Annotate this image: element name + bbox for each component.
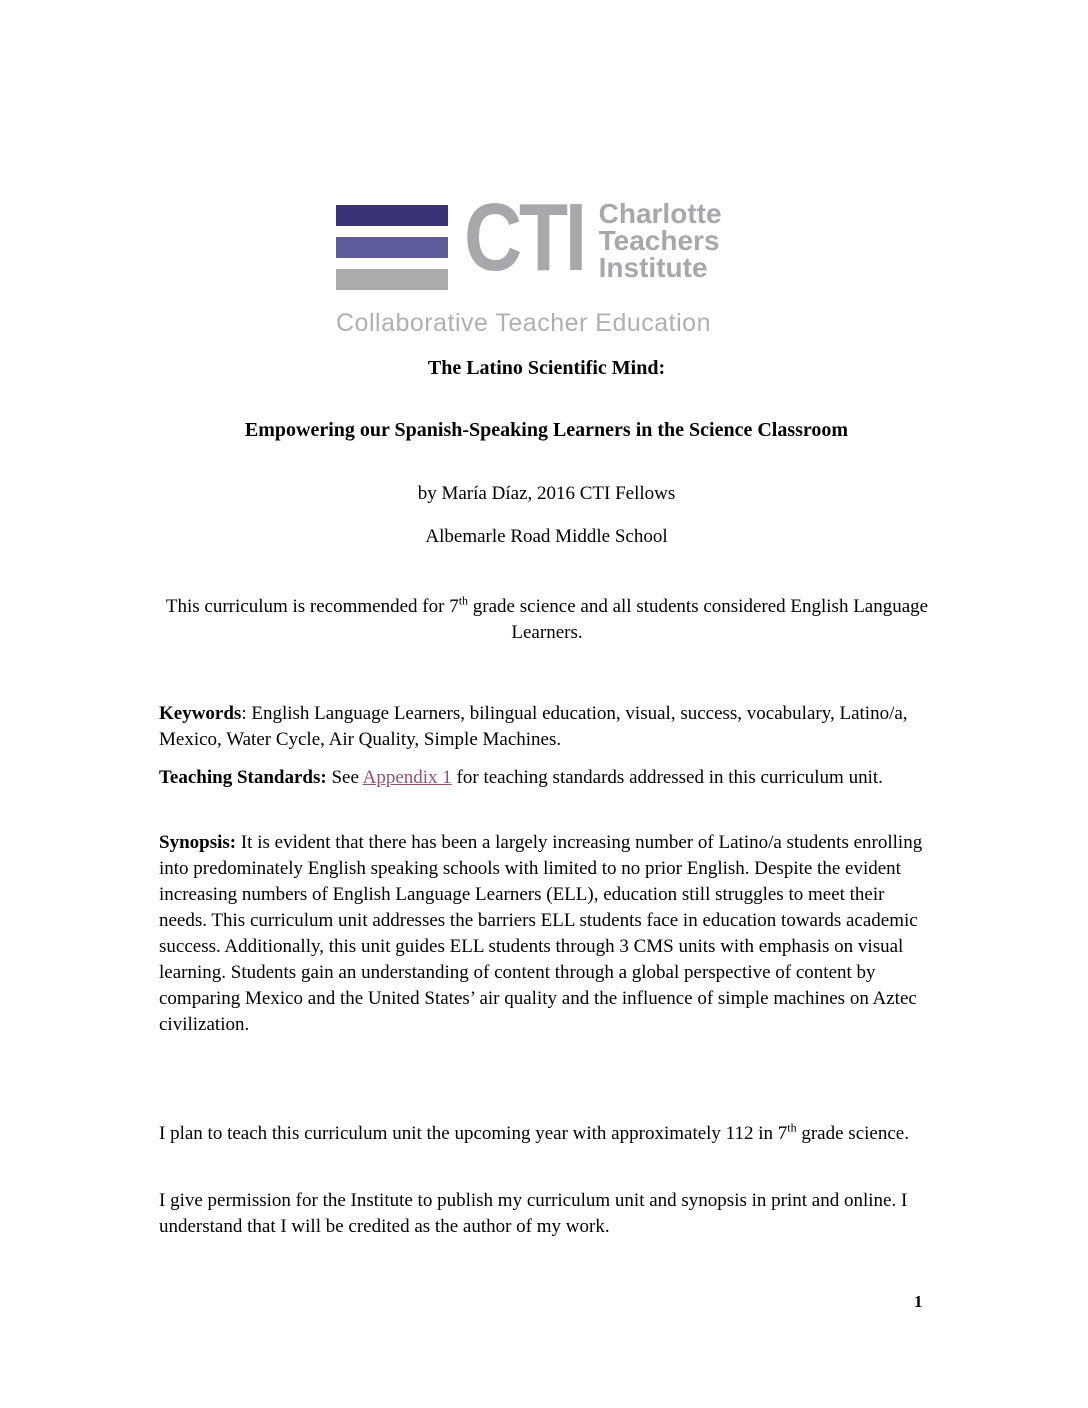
doc-subtitle: Empowering our Spanish-Speaking Learners in the Science Classroom [244, 419, 849, 441]
keywords-paragraph [159, 701, 934, 753]
plan-text-pre: I plan to teach this curriculum unit the upcoming year with approximately 112 in 7 [159, 1123, 788, 1144]
logo-tagline: Collaborative Teacher Education [336, 309, 711, 337]
plan-text-post: grade science. [796, 1123, 909, 1144]
synopsis-text: It is evident that there has been a largely increasing number of Latino/a students enrolling into predominately English speaking schools with limited to no prior English. Despite the evident increasing numbers of English Language Learners (ELL), education still struggles to meet their needs. This curriculum unit addresses the barriers ELL students face in education towards academic success. Additionally, this unit guides ELL students through 3 CMS units with emphasis on visual learning. Students gain an understanding of content through a global perspective of content by comparing Mexico and the United States’ air quality and the influence of simple machines on Aztec civilization. [159, 832, 923, 1035]
recommendation-note [152, 594, 942, 646]
cti-logo [336, 184, 756, 338]
logo-bar-dark [336, 205, 448, 226]
teaching-standards-paragraph [159, 765, 934, 791]
keywords-text: English Language Learners, bilingual education, visual, success, vocabulary, Latino/a, Mexico, Water Cycle, Air Quality, Simple Machines. [159, 703, 908, 750]
permission-paragraph: I give permission for the Institute to publish my curriculum unit and synopsis in print and online. I understand that I will be credited as the author of my work. [159, 1190, 908, 1237]
logo-bars-icon [336, 196, 448, 301]
cti-logo-row [336, 184, 756, 301]
doc-title: The Latino Scientific Mind: [427, 357, 666, 379]
keywords-separator: : [241, 703, 252, 724]
page-number: 1 [914, 1292, 923, 1311]
teaching-standards-label: Teaching Standards: [159, 767, 327, 788]
logo-bar-gray [336, 269, 448, 290]
appendix-link[interactable]: Appendix 1 [362, 767, 452, 788]
keywords-label: Keywords [159, 703, 242, 724]
plan-paragraph [159, 1121, 934, 1147]
teaching-standards-pre: See [326, 767, 363, 788]
teaching-standards-post: for teaching standards addressed in this curriculum unit. [451, 767, 883, 788]
recommendation-text-pre: This curriculum is recommended for 7 [165, 596, 459, 617]
logo-name-line: Teachers [598, 225, 720, 256]
recommendation-text-post: grade science and all students considered English Language Learners. [468, 596, 929, 643]
synopsis-label: Synopsis: [159, 832, 237, 853]
superscript-th: th [458, 593, 469, 608]
logo-name-line: Institute [598, 252, 708, 283]
school-name: Albemarle Road Middle School [425, 526, 668, 547]
superscript-th: th [787, 1120, 797, 1135]
logo-institute-name [599, 200, 722, 281]
byline: by María Díaz, 2016 CTI Fellows [417, 483, 676, 504]
logo-acronym: CTI [464, 184, 584, 291]
logo-name-line: Charlotte [598, 198, 722, 229]
synopsis-paragraph [159, 830, 934, 1038]
logo-bar-purple [336, 237, 448, 258]
